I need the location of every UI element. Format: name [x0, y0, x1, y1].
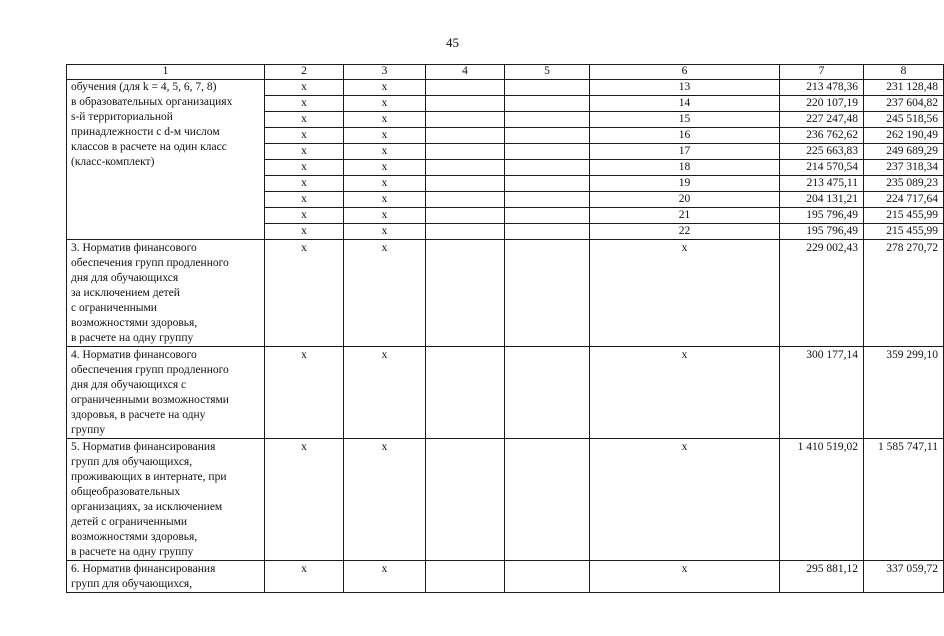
header-col-6: 6: [590, 65, 780, 80]
cell-col-4: [426, 240, 505, 347]
cell-col-3: х: [344, 128, 426, 144]
cell-col-2: х: [265, 144, 344, 160]
cell-col-5: [505, 128, 590, 144]
cell-col-8: 1 585 747,11: [864, 439, 944, 561]
cell-col-7: 214 570,54: [780, 160, 864, 176]
row-name: 3. Норматив финансового обеспечения групп продленного дня для обучающихся за исключением детей с ограниченными возможностями здоровья, в расчете на одну группу: [67, 240, 265, 347]
cell-col-3: х: [344, 160, 426, 176]
cell-col-2: х: [265, 561, 344, 593]
cell-col-6: 17: [590, 144, 780, 160]
cell-col-5: [505, 144, 590, 160]
cell-col-7: 225 663,83: [780, 144, 864, 160]
cell-col-3: х: [344, 439, 426, 561]
cell-col-4: [426, 160, 505, 176]
cell-col-4: [426, 561, 505, 593]
cell-col-3: х: [344, 112, 426, 128]
cell-col-2: х: [265, 112, 344, 128]
cell-col-6: 18: [590, 160, 780, 176]
header-col-3: 3: [344, 65, 426, 80]
cell-col-6: 19: [590, 176, 780, 192]
cell-col-2: х: [265, 128, 344, 144]
table-row: [67, 347, 944, 439]
row-name: 6. Норматив финансирования групп для обучающихся,: [67, 561, 265, 593]
cell-col-6: 13: [590, 80, 780, 96]
cell-col-2: х: [265, 347, 344, 439]
cell-col-4: [426, 128, 505, 144]
cell-col-3: х: [344, 144, 426, 160]
cell-col-8: 215 455,99: [864, 208, 944, 224]
cell-col-8: 215 455,99: [864, 224, 944, 240]
cell-col-4: [426, 80, 505, 96]
cell-col-7: 204 131,21: [780, 192, 864, 208]
cell-col-6: х: [590, 439, 780, 561]
cell-col-7: 295 881,12: [780, 561, 864, 593]
cell-col-5: [505, 240, 590, 347]
cell-col-6: 14: [590, 96, 780, 112]
cell-col-5: [505, 176, 590, 192]
cell-col-3: х: [344, 208, 426, 224]
cell-col-6: 21: [590, 208, 780, 224]
cell-col-8: 359 299,10: [864, 347, 944, 439]
cell-col-7: 195 796,49: [780, 208, 864, 224]
cell-col-4: [426, 224, 505, 240]
cell-col-5: [505, 439, 590, 561]
cell-col-3: х: [344, 240, 426, 347]
header-col-1: 1: [67, 65, 265, 80]
cell-col-3: х: [344, 176, 426, 192]
cell-col-3: х: [344, 347, 426, 439]
row-name-block-k: обучения (для k = 4, 5, 6, 7, 8) в образовательных организациях s-й территориальной принадлежности с d-м числом классов в расчете на один класс (класс-комплект): [67, 80, 265, 240]
cell-col-7: 300 177,14: [780, 347, 864, 439]
cell-col-3: х: [344, 192, 426, 208]
cell-col-6: 15: [590, 112, 780, 128]
cell-col-5: [505, 208, 590, 224]
cell-col-8: 235 089,23: [864, 176, 944, 192]
cell-col-8: 237 604,82: [864, 96, 944, 112]
cell-col-7: 213 478,36: [780, 80, 864, 96]
header-col-7: 7: [780, 65, 864, 80]
cell-col-6: 22: [590, 224, 780, 240]
cell-col-4: [426, 96, 505, 112]
header-col-4: 4: [426, 65, 505, 80]
cell-col-8: 237 318,34: [864, 160, 944, 176]
cell-col-8: 249 689,29: [864, 144, 944, 160]
cell-col-4: [426, 144, 505, 160]
cell-col-4: [426, 208, 505, 224]
cell-col-2: х: [265, 80, 344, 96]
normative-table: [66, 64, 944, 593]
cell-col-7: 1 410 519,02: [780, 439, 864, 561]
row-name: 4. Норматив финансового обеспечения групп продленного дня для обучающихся с ограниченными возможностями здоровья, в расчете на одну группу: [67, 347, 265, 439]
cell-col-6: 20: [590, 192, 780, 208]
cell-col-5: [505, 347, 590, 439]
table-row: [67, 439, 944, 561]
cell-col-8: 224 717,64: [864, 192, 944, 208]
cell-col-2: х: [265, 240, 344, 347]
cell-col-3: х: [344, 224, 426, 240]
cell-col-6: 16: [590, 128, 780, 144]
cell-col-7: 195 796,49: [780, 224, 864, 240]
table-body: [67, 80, 944, 593]
cell-col-2: х: [265, 439, 344, 561]
cell-col-7: 229 002,43: [780, 240, 864, 347]
cell-col-6: х: [590, 561, 780, 593]
cell-col-2: х: [265, 208, 344, 224]
cell-col-7: 220 107,19: [780, 96, 864, 112]
cell-col-4: [426, 176, 505, 192]
cell-col-4: [426, 439, 505, 561]
cell-col-7: 213 475,11: [780, 176, 864, 192]
cell-col-8: 231 128,48: [864, 80, 944, 96]
table-row: [67, 240, 944, 347]
row-name: 5. Норматив финансирования групп для обучающихся, проживающих в интернате, при общеобразовательных организациях, за исключением детей с ограниченными возможностями здоровья, в расчете на одну группу: [67, 439, 265, 561]
cell-col-4: [426, 347, 505, 439]
cell-col-5: [505, 96, 590, 112]
cell-col-3: х: [344, 561, 426, 593]
cell-col-6: х: [590, 240, 780, 347]
table-row: [67, 80, 944, 96]
page-number: 45: [446, 35, 459, 50]
cell-col-8: 278 270,72: [864, 240, 944, 347]
cell-col-2: х: [265, 224, 344, 240]
cell-col-8: 262 190,49: [864, 128, 944, 144]
cell-col-3: х: [344, 80, 426, 96]
header-col-8: 8: [864, 65, 944, 80]
cell-col-5: [505, 192, 590, 208]
cell-col-5: [505, 224, 590, 240]
cell-col-3: х: [344, 96, 426, 112]
cell-col-7: 227 247,48: [780, 112, 864, 128]
cell-col-8: 245 518,56: [864, 112, 944, 128]
cell-col-5: [505, 80, 590, 96]
cell-col-5: [505, 561, 590, 593]
cell-col-7: 236 762,62: [780, 128, 864, 144]
table-row: [67, 561, 944, 593]
cell-col-2: х: [265, 96, 344, 112]
cell-col-2: х: [265, 160, 344, 176]
cell-col-4: [426, 192, 505, 208]
cell-col-2: х: [265, 192, 344, 208]
header-col-5: 5: [505, 65, 590, 80]
cell-col-8: 337 059,72: [864, 561, 944, 593]
cell-col-2: х: [265, 176, 344, 192]
cell-col-5: [505, 112, 590, 128]
cell-col-4: [426, 112, 505, 128]
cell-col-5: [505, 160, 590, 176]
header-row: [67, 65, 944, 80]
cell-col-6: х: [590, 347, 780, 439]
header-col-2: 2: [265, 65, 344, 80]
